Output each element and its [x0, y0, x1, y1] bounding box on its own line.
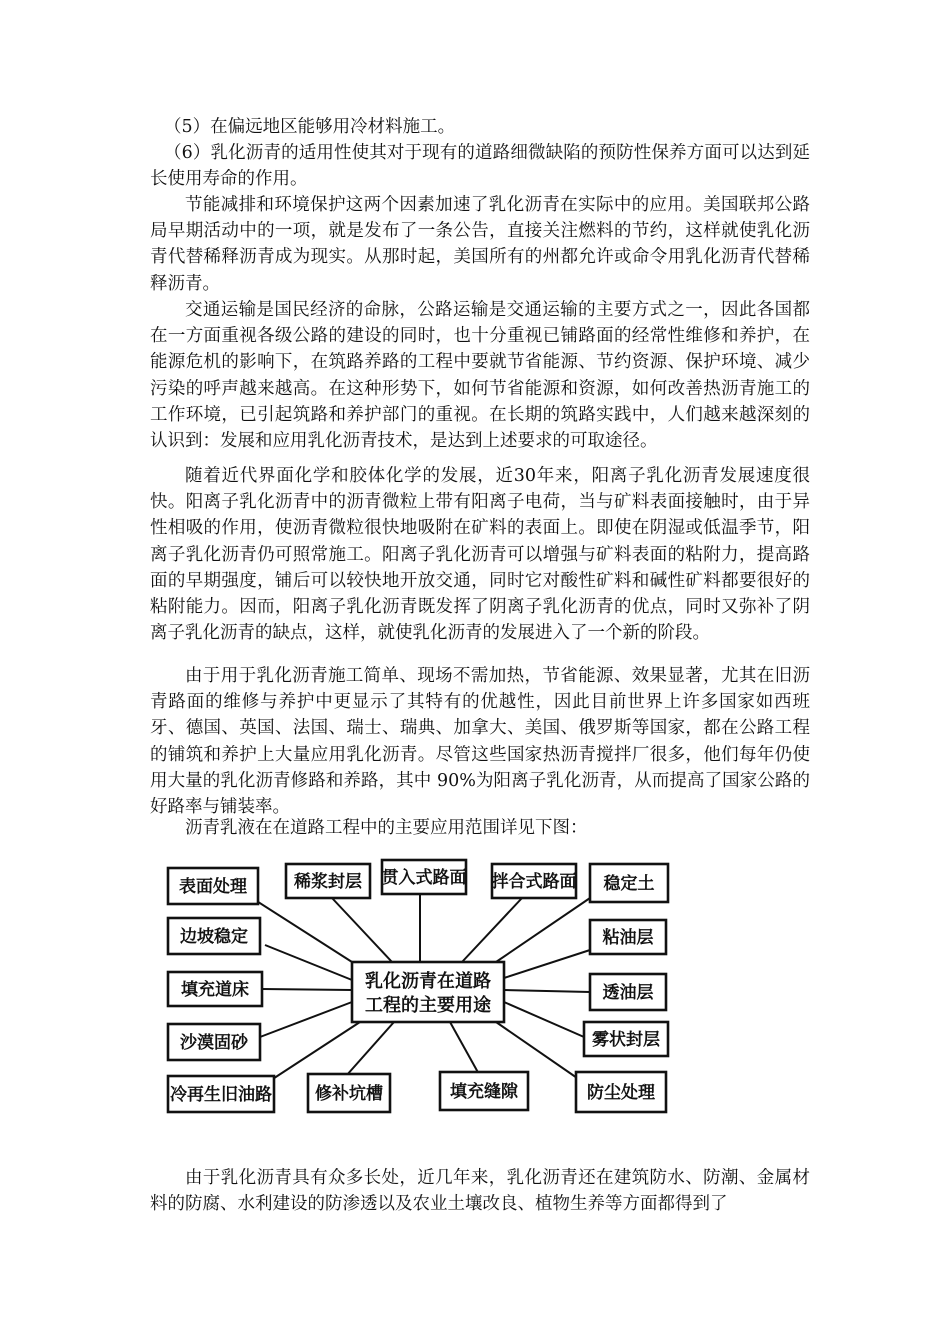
edge-ballast	[262, 989, 352, 990]
svg-text:表面处理: 表面处理	[179, 877, 247, 897]
applications-diagram	[150, 850, 680, 1130]
edge-fog-seal	[504, 1002, 584, 1037]
diagram-center-node	[352, 962, 504, 1022]
paragraph-cationic: 随着近代界面化学和胶体化学的发展，近30年来，阳离子乳化沥青发展速度很快。阳离子乳化沥青中的沥青微粒上带有阳离子电荷，当与矿料表面接触时，由于异性相吸的作用，使沥青微粒很快地吸附在矿料的表面上。即使在阴湿或低温季节，阳离子乳化沥青仍可照常施工。阳离子乳化沥青可以增强与矿料表面的粘附力，提高路面的早期强度，铺后可以较快地开放交通，同时它对酸性矿料和碱性矿料都要很好的粘附能力。因而，阳离子乳化沥青既发挥了阴离子乳化沥青的优点，同时又弥补了阴离子乳化沥青的缺点，这样，就使乳化沥青的发展进入了一个新的阶段。	[150, 466, 810, 644]
edge-slope	[265, 945, 352, 980]
svg-text:冷再生旧油路: 冷再生旧油路	[170, 1085, 272, 1105]
edge-pothole	[346, 1022, 394, 1076]
paragraph-transport: 交通运输是国民经济的命脉，公路运输是交通运输的主要方式之一，因此各国都在一方面重视各级公路的建设的同时，也十分重视已铺路面的经常性维修和养护，在能源危机的影响下，在筑路养路的工程中要就节省能源、节约资源、保护环境、减少污染的呼声越来越高。在这种形势下，如何节省能源和资源，如何改善热沥青施工的工作环境，已引起筑路和养护部门的重视。在长期的筑路实践中，人们越来越深刻的认识到：发展和应用乳化沥青技术，是达到上述要求的可取途径。	[150, 300, 810, 452]
edge-crack	[450, 1022, 480, 1076]
diagram-node-prime-coat	[590, 974, 666, 1010]
center-node-line2: 工程的主要用途	[365, 995, 491, 1016]
edge-desert	[260, 1002, 352, 1037]
svg-text:修补坑槽: 修补坑槽	[315, 1084, 383, 1104]
diagram-node-pothole	[308, 1074, 390, 1112]
svg-text:粘油层: 粘油层	[602, 928, 654, 948]
edge-stabilized-soil	[496, 898, 590, 962]
diagram-node-cold-recycle	[168, 1076, 274, 1112]
diagram-node-slurry-seal	[286, 864, 370, 898]
paragraph-item-5: （5）在偏远地区能够用冷材料施工。	[164, 117, 456, 137]
paragraph-item-6: （6）乳化沥青的适用性使其对于现有的道路细微缺陷的预防性保养方面可以达到延长使用寿命的作用。	[150, 143, 810, 190]
svg-text:稀浆封层: 稀浆封层	[294, 872, 362, 892]
diagram-node-ballast	[168, 972, 262, 1006]
svg-text:透油层: 透油层	[602, 983, 654, 1003]
edge-slurry-seal	[332, 898, 392, 962]
svg-text:沙漠固砂: 沙漠固砂	[180, 1033, 248, 1053]
paragraph-energy-saving: 节能减排和环境保护这两个因素加速了乳化沥青在实际中的应用。美国联邦公路局早期活动中的一项，就是发布了一条公告，直接关注燃料的节约，这样就使乳化沥青代替稀释沥青成为现实。从那时起，美国所有的州都允许或命令用乳化沥青代替稀释沥青。	[150, 195, 810, 294]
diagram-node-crack	[440, 1072, 528, 1110]
paragraph-countries: 由于用于乳化沥青施工简单、现场不需加热，节省能源、效果显著，尤其在旧沥青路面的维修与养护中更显示了其特有的优越性，因此目前世界上许多国家如西班牙、德国、英国、法国、瑞士、瑞典、加拿大、美国、俄罗斯等国家，都在公路工程的铺筑和养护上大量应用乳化沥青。尽管这些国家热沥青搅拌厂很多，他们每年仍使用大量的乳化沥青修路和养路，其中 90%为阳离子乳化沥青，从而提高了国家公路的好路率与铺装率。	[150, 666, 810, 818]
svg-text:防尘处理: 防尘处理	[587, 1083, 655, 1103]
svg-text:雾状封层: 雾状封层	[592, 1030, 660, 1050]
edge-mixed	[462, 898, 522, 962]
diagram-node-surface-treatment	[168, 868, 258, 904]
svg-text:填充道床: 填充道床	[181, 980, 249, 1000]
svg-text:边坡稳定: 边坡稳定	[180, 927, 248, 947]
paragraph-diagram-intro: 沥青乳液在在道路工程中的主要应用范围详见下图：	[185, 818, 588, 838]
edge-tack-coat	[504, 950, 590, 978]
diagram-node-desert	[168, 1024, 260, 1060]
edge-surface-treatment	[252, 898, 352, 962]
svg-text:填充缝隙: 填充缝隙	[450, 1082, 518, 1102]
diagram-node-fog-seal	[584, 1022, 668, 1056]
edge-prime-coat	[504, 990, 590, 992]
svg-text:贯入式路面: 贯入式路面	[381, 868, 467, 888]
diagram-node-mixed	[492, 864, 577, 898]
diagram-node-tack-coat	[590, 920, 666, 954]
svg-text:拌合式路面: 拌合式路面	[491, 872, 577, 892]
diagram-node-slope	[168, 918, 260, 954]
center-node-line1: 乳化沥青在道路	[365, 971, 491, 992]
diagram-node-dust	[576, 1072, 666, 1112]
diagram-node-stabilized-soil	[590, 864, 668, 902]
svg-text:稳定土: 稳定土	[603, 874, 655, 894]
diagram-node-penetration	[382, 860, 467, 894]
paragraph-other-uses: 由于乳化沥青具有众多长处，近几年来，乳化沥青还在建筑防水、防潮、金属材料的防腐、水利建设的防渗透以及农业土壤改良、植物生养等方面都得到了	[150, 1168, 810, 1215]
